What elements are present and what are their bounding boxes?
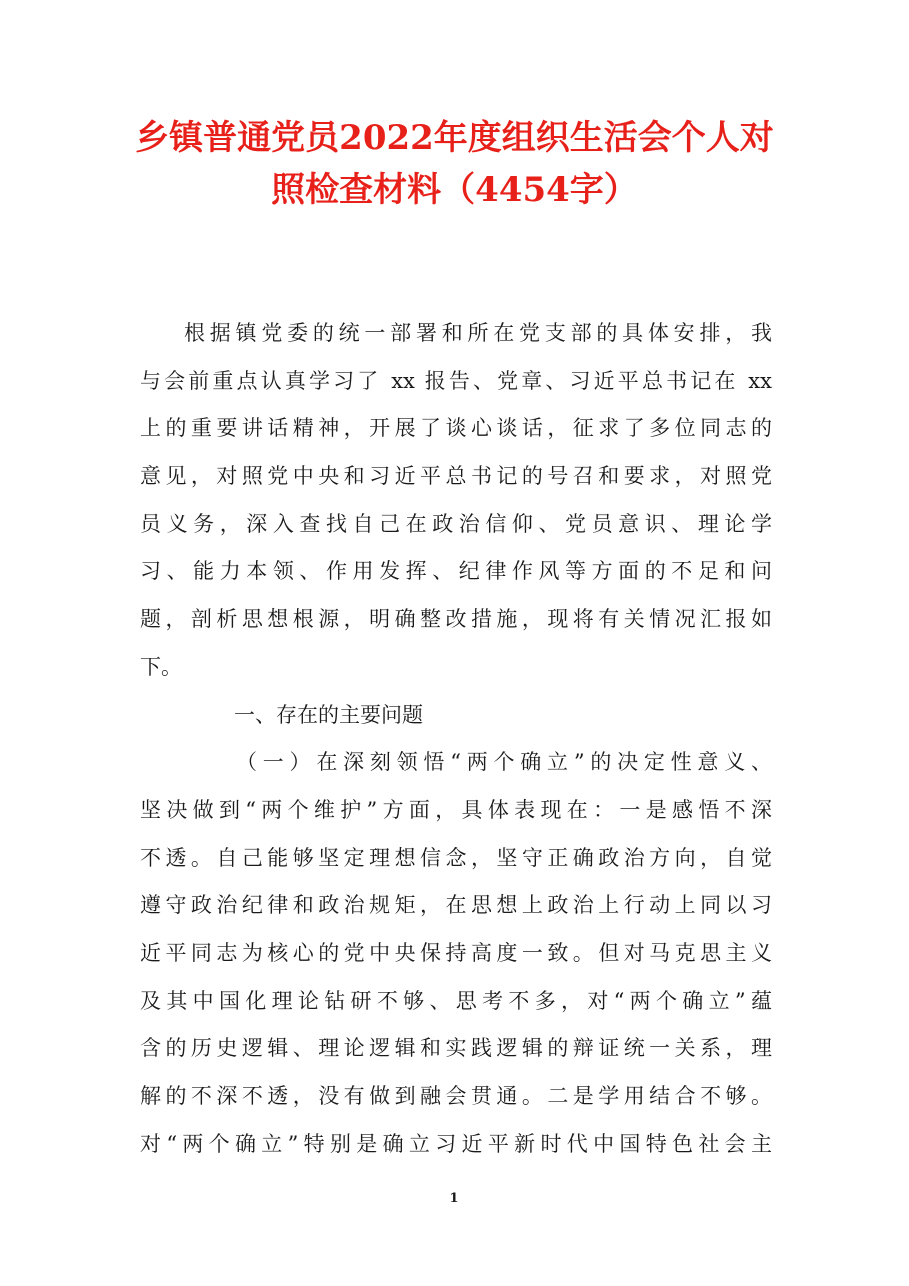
paragraph-line: 根据镇党委的统一部署和所在党支部的具体安排，我	[184, 321, 772, 345]
paragraph-line: 含的历史逻辑、理论逻辑和实践逻辑的辩证统一关系，理	[140, 1036, 772, 1061]
paragraph-line: 习、能力本领、作用发挥、纪律作风等方面的不足和问	[140, 559, 772, 584]
paragraph-line: 遵守政治纪律和政治规矩，在思想上政治上行动上同以习	[140, 893, 772, 918]
paragraph-line: 员义务，深入查找自己在政治信仰、党员意识、理论学	[140, 511, 772, 536]
paragraph-line: 题，剖析思想根源，明确整改措施，现将有关情况汇报如	[140, 607, 772, 632]
paragraph-line: 不透。自己能够坚定理想信念，坚守正确政治方向，自觉	[140, 845, 772, 870]
paragraph-line: 坚决做到“两个维护”方面，具体表现在：一是感悟不深	[140, 797, 772, 822]
page-number: 1	[449, 1191, 459, 1206]
paragraph-line: 下。	[140, 654, 182, 679]
paragraph-line: 及其中国化理论钻研不够、思考不多，对“两个确立”蕴	[140, 988, 772, 1013]
document-body	[140, 310, 772, 1168]
title-line-2: 照检查材料（4454字）	[271, 170, 638, 210]
paragraph-line: 上的重要讲话精神，开展了谈心谈话，征求了多位同志的	[140, 416, 772, 441]
paragraph-line: 意见，对照党中央和习近平总书记的号召和要求，对照党	[140, 464, 772, 489]
paragraph-line: 解的不深不透，没有做到融会贯通。二是学用结合不够。	[140, 1084, 772, 1108]
section-heading: 一、存在的主要问题	[234, 702, 423, 727]
paragraph-line: 与会前重点认真学习了 xx 报告、党章、习近平总书记在 xx	[140, 368, 772, 393]
document-title	[100, 112, 809, 216]
paragraph-line: 近平同志为核心的党中央保持高度一致。但对马克思主义	[140, 940, 772, 965]
paragraph-line: 对“两个确立”特别是确立习近平新时代中国特色社会主	[140, 1131, 772, 1156]
subsection-line: （一）在深刻领悟“两个确立”的决定性意义、	[236, 750, 772, 775]
title-line-1: 乡镇普通党员2022年度组织生活会个人对	[135, 118, 774, 158]
